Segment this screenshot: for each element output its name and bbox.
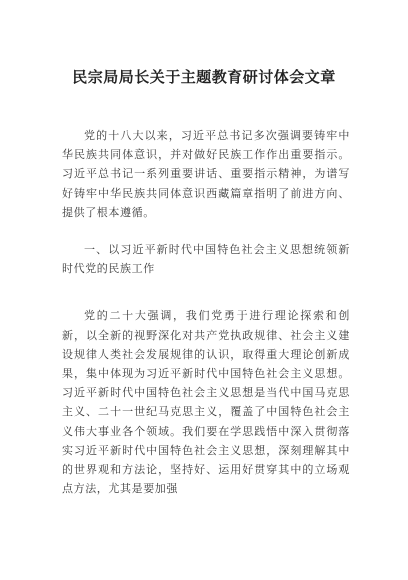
- document-title: 民宗局局长关于主题教育研讨体会文章: [72, 68, 336, 86]
- paragraph-spacer: [62, 222, 350, 240]
- section-heading-one: 一、以习近平新时代中国特色社会主义思想统领新时代党的民族工作: [62, 243, 350, 276]
- document-body: [62, 126, 350, 498]
- paragraph-section-one-body: 党的二十大强调，我们党勇于进行理论探索和创新，以全新的视野深化对共产党执政规律、社会主义建设规律人类社会发展规律的认识，取得重大理论创新成果，集中体现为习近平新时代中国特色社会主义思想。习近平新时代中国特色社会主义思想是当代中国马克思主义、二十一世纪马克思主义，覆盖了中国特色社会主义伟大事业各个领域。我们要在学思践悟中深入贯彻落实习近平新时代中国特色社会主义思想，深刻理解其中的世界观和方法论，坚持好、运用好贯穿其中的立场观点方法，尤其是要加强: [62, 309, 350, 496]
- paragraph-spacer: [62, 278, 350, 306]
- paragraph-intro: 党的十八大以来，习近平总书记多次强调要铸牢中华民族共同体意识，并对做好民族工作作出重要指示。习近平总书记一系列重要讲话、重要指示精神，为谱写好铸牢中华民族共同体意识西藏篇章指明了前进方向、提供了根本遵循。: [62, 129, 350, 219]
